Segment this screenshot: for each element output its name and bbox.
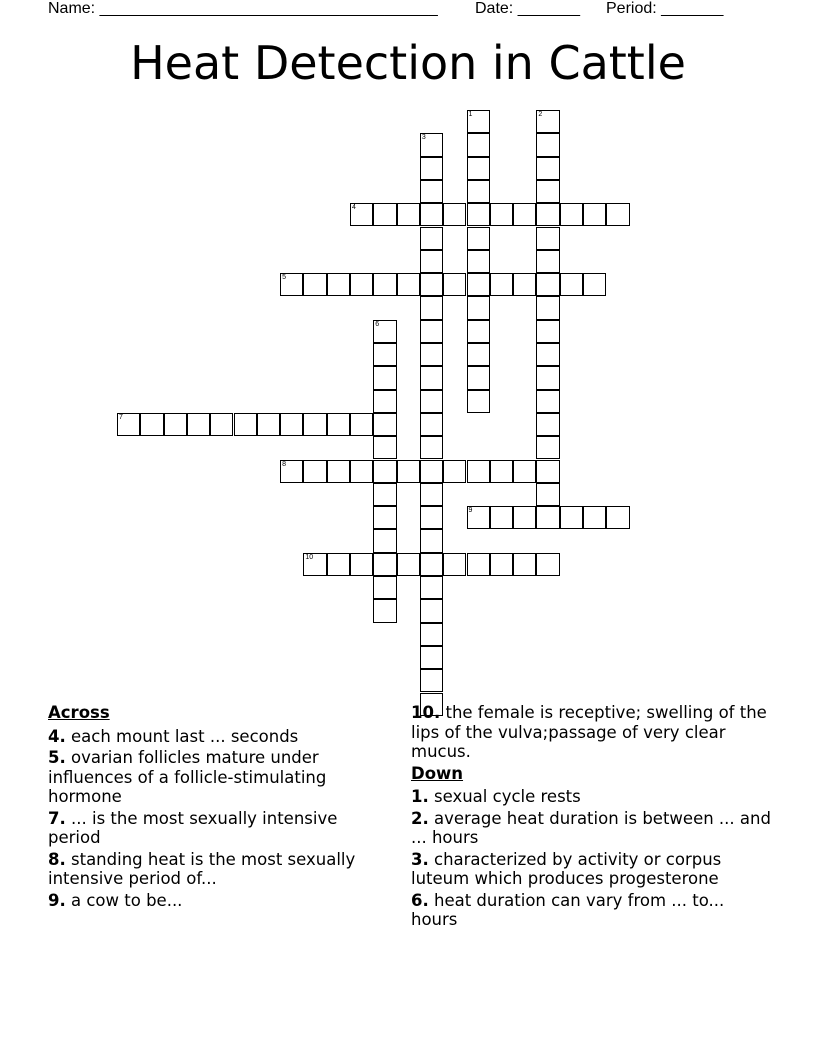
clue-text: each mount last ... seconds <box>71 726 299 746</box>
grid-cell[interactable] <box>373 390 396 413</box>
grid-cell[interactable] <box>350 203 373 226</box>
grid-clue-number: 10 <box>305 553 314 561</box>
clue-text: a cow to be... <box>71 890 183 910</box>
grid-cell[interactable] <box>536 273 559 296</box>
grid-cell[interactable] <box>420 436 443 459</box>
grid-cell[interactable] <box>350 553 373 576</box>
grid-cell[interactable] <box>536 553 559 576</box>
grid-cell[interactable] <box>210 413 233 436</box>
grid-cell[interactable] <box>420 483 443 506</box>
grid-cell[interactable] <box>397 203 420 226</box>
grid-cell[interactable] <box>560 273 583 296</box>
grid-cell[interactable] <box>327 553 350 576</box>
clue-number: 8. <box>48 849 66 869</box>
grid-cell[interactable] <box>467 180 490 203</box>
clue-text: standing heat is the most sexually intensive period of... <box>48 849 356 888</box>
clue-down-3 <box>411 850 771 889</box>
grid-cell[interactable] <box>420 576 443 599</box>
grid-clue-number: 9 <box>468 507 473 515</box>
grid-cell[interactable] <box>560 506 583 529</box>
grid-cell[interactable] <box>420 133 443 156</box>
clue-across-4 <box>48 727 393 747</box>
grid-cell[interactable] <box>467 320 490 343</box>
name-field-label[interactable]: Name: ______________________________________ <box>48 0 438 17</box>
grid-cell[interactable] <box>513 553 536 576</box>
date-field-label[interactable]: Date: _______ <box>475 0 580 17</box>
grid-clue-number: 8 <box>282 460 286 468</box>
grid-cell[interactable] <box>280 273 303 296</box>
grid-cell[interactable] <box>140 413 163 436</box>
grid-cell[interactable] <box>420 296 443 319</box>
grid-cell[interactable] <box>536 343 559 366</box>
grid-cell[interactable] <box>303 413 326 436</box>
grid-cell[interactable] <box>234 413 257 436</box>
grid-cell[interactable] <box>373 529 396 552</box>
grid-clue-number: 7 <box>119 413 123 421</box>
student-info-header <box>48 0 768 20</box>
grid-cell[interactable] <box>536 250 559 273</box>
puzzle-title: Heat Detection in Cattle <box>130 36 686 90</box>
grid-cell[interactable] <box>373 599 396 622</box>
grid-cell[interactable] <box>117 413 140 436</box>
grid-cell[interactable] <box>373 320 396 343</box>
grid-cell[interactable] <box>280 413 303 436</box>
grid-cell[interactable] <box>397 273 420 296</box>
grid-cell[interactable] <box>420 157 443 180</box>
clue-down-6 <box>411 891 771 930</box>
grid-cell[interactable] <box>536 157 559 180</box>
grid-cell[interactable] <box>350 460 373 483</box>
clue-across-5 <box>48 748 393 807</box>
grid-cell[interactable] <box>467 390 490 413</box>
clue-text: average heat duration is between ... and ... hours <box>411 808 771 847</box>
grid-cell[interactable] <box>513 273 536 296</box>
grid-cell[interactable] <box>373 343 396 366</box>
grid-cell[interactable] <box>606 506 629 529</box>
clue-down-2 <box>411 809 771 848</box>
clue-number: 10. <box>411 703 441 722</box>
grid-cell[interactable] <box>536 436 559 459</box>
grid-clue-number: 6 <box>375 320 380 328</box>
grid-cell[interactable] <box>443 273 466 296</box>
grid-cell[interactable] <box>373 506 396 529</box>
grid-cell[interactable] <box>490 273 513 296</box>
grid-cell[interactable] <box>420 180 443 203</box>
grid-cell[interactable] <box>373 436 396 459</box>
grid-cell[interactable] <box>536 110 559 133</box>
grid-cell[interactable] <box>536 180 559 203</box>
grid-cell[interactable] <box>303 273 326 296</box>
period-field-label[interactable]: Period: _______ <box>606 0 724 17</box>
grid-cell[interactable] <box>490 460 513 483</box>
clue-text: characterized by activity or corpus luteum which produces progesterone <box>411 849 722 888</box>
grid-cell[interactable] <box>420 529 443 552</box>
grid-cell[interactable] <box>257 413 280 436</box>
grid-cell[interactable] <box>583 203 606 226</box>
clue-text: the female is receptive; swelling of the lips of the vulva;passage of very clear mucus. <box>411 703 767 761</box>
clue-text: ovarian follicles mature under influences of a follicle-stimulating hormone <box>48 748 327 806</box>
grid-cell[interactable] <box>373 483 396 506</box>
grid-cell[interactable] <box>420 390 443 413</box>
grid-cell[interactable] <box>443 203 466 226</box>
grid-cell[interactable] <box>350 273 373 296</box>
grid-cell[interactable] <box>467 110 490 133</box>
grid-cell[interactable] <box>467 157 490 180</box>
grid-cell[interactable] <box>606 203 629 226</box>
grid-cell[interactable] <box>583 506 606 529</box>
grid-cell[interactable] <box>467 366 490 389</box>
clue-number: 3. <box>411 849 429 869</box>
grid-cell[interactable] <box>583 273 606 296</box>
grid-cell[interactable] <box>303 553 326 576</box>
grid-cell[interactable] <box>536 203 559 226</box>
grid-cell[interactable] <box>420 413 443 436</box>
grid-cell[interactable] <box>420 506 443 529</box>
grid-cell[interactable] <box>397 553 420 576</box>
grid-cell[interactable] <box>187 413 210 436</box>
grid-cell[interactable] <box>420 320 443 343</box>
grid-cell[interactable] <box>420 366 443 389</box>
grid-clue-number: 5 <box>282 274 286 282</box>
across-heading: Across <box>48 703 110 722</box>
grid-cell[interactable] <box>513 460 536 483</box>
clue-across-10 <box>411 703 771 762</box>
clue-across-8 <box>48 850 393 889</box>
grid-cell[interactable] <box>420 250 443 273</box>
grid-cell[interactable] <box>467 203 490 226</box>
grid-cell[interactable] <box>373 203 396 226</box>
grid-cell[interactable] <box>420 553 443 576</box>
grid-cell[interactable] <box>164 413 187 436</box>
clue-across-9 <box>48 891 393 911</box>
grid-cell[interactable] <box>397 460 420 483</box>
grid-cell[interactable] <box>373 366 396 389</box>
grid-cell[interactable] <box>373 576 396 599</box>
grid-cell[interactable] <box>513 203 536 226</box>
grid-cell[interactable] <box>536 483 559 506</box>
grid-cell[interactable] <box>327 273 350 296</box>
grid-cell[interactable] <box>373 273 396 296</box>
grid-cell[interactable] <box>467 227 490 250</box>
grid-cell[interactable] <box>467 133 490 156</box>
grid-cell[interactable] <box>373 553 396 576</box>
grid-cell[interactable] <box>490 553 513 576</box>
grid-cell[interactable] <box>350 413 373 436</box>
clue-number: 2. <box>411 808 429 828</box>
grid-cell[interactable] <box>536 320 559 343</box>
grid-cell[interactable] <box>303 460 326 483</box>
grid-cell[interactable] <box>373 413 396 436</box>
grid-cell[interactable] <box>373 460 396 483</box>
grid-cell[interactable] <box>327 460 350 483</box>
grid-clue-number: 1 <box>468 111 473 118</box>
grid-cell[interactable] <box>536 133 559 156</box>
grid-cell[interactable] <box>420 599 443 622</box>
grid-clue-number: 4 <box>352 204 356 212</box>
grid-clue-number: 2 <box>538 111 543 118</box>
grid-cell[interactable] <box>420 623 443 646</box>
grid-cell[interactable] <box>536 506 559 529</box>
grid-cell[interactable] <box>467 250 490 273</box>
grid-cell[interactable] <box>490 203 513 226</box>
clue-number: 9. <box>48 890 66 910</box>
grid-cell[interactable] <box>536 413 559 436</box>
grid-cell[interactable] <box>327 413 350 436</box>
grid-cell[interactable] <box>420 273 443 296</box>
grid-cell[interactable] <box>420 343 443 366</box>
clue-number: 6. <box>411 890 429 910</box>
grid-cell[interactable] <box>467 553 490 576</box>
grid-cell[interactable] <box>536 366 559 389</box>
grid-clue-number: 3 <box>421 134 426 142</box>
grid-cell[interactable] <box>536 390 559 413</box>
grid-cell[interactable] <box>490 506 513 529</box>
clue-text: sexual cycle rests <box>434 787 581 806</box>
clue-text: heat duration can vary from ... to... hours <box>411 890 725 929</box>
grid-cell[interactable] <box>467 460 490 483</box>
grid-cell[interactable] <box>536 227 559 250</box>
clues-left-column <box>48 703 393 912</box>
clues-right-column <box>411 703 771 932</box>
grid-cell[interactable] <box>420 669 443 692</box>
clue-number: 1. <box>411 787 429 806</box>
grid-cell[interactable] <box>467 296 490 319</box>
grid-cell[interactable] <box>443 553 466 576</box>
grid-cell[interactable] <box>536 296 559 319</box>
clue-down-1 <box>411 787 771 807</box>
grid-cell[interactable] <box>420 227 443 250</box>
grid-cell[interactable] <box>420 460 443 483</box>
grid-cell[interactable] <box>560 203 583 226</box>
clue-number: 5. <box>48 748 66 767</box>
clue-across-7 <box>48 809 393 848</box>
grid-cell[interactable] <box>443 460 466 483</box>
clue-text: ... is the most sexually intensive period <box>48 808 338 847</box>
grid-cell[interactable] <box>467 273 490 296</box>
grid-cell[interactable] <box>420 203 443 226</box>
grid-cell[interactable] <box>467 343 490 366</box>
down-heading: Down <box>411 763 464 783</box>
grid-cell[interactable] <box>513 506 536 529</box>
clue-number: 4. <box>48 726 66 746</box>
grid-cell[interactable] <box>467 506 490 529</box>
grid-cell[interactable] <box>280 460 303 483</box>
grid-cell[interactable] <box>420 646 443 669</box>
grid-cell[interactable] <box>536 460 559 483</box>
clue-number: 7. <box>48 808 66 828</box>
